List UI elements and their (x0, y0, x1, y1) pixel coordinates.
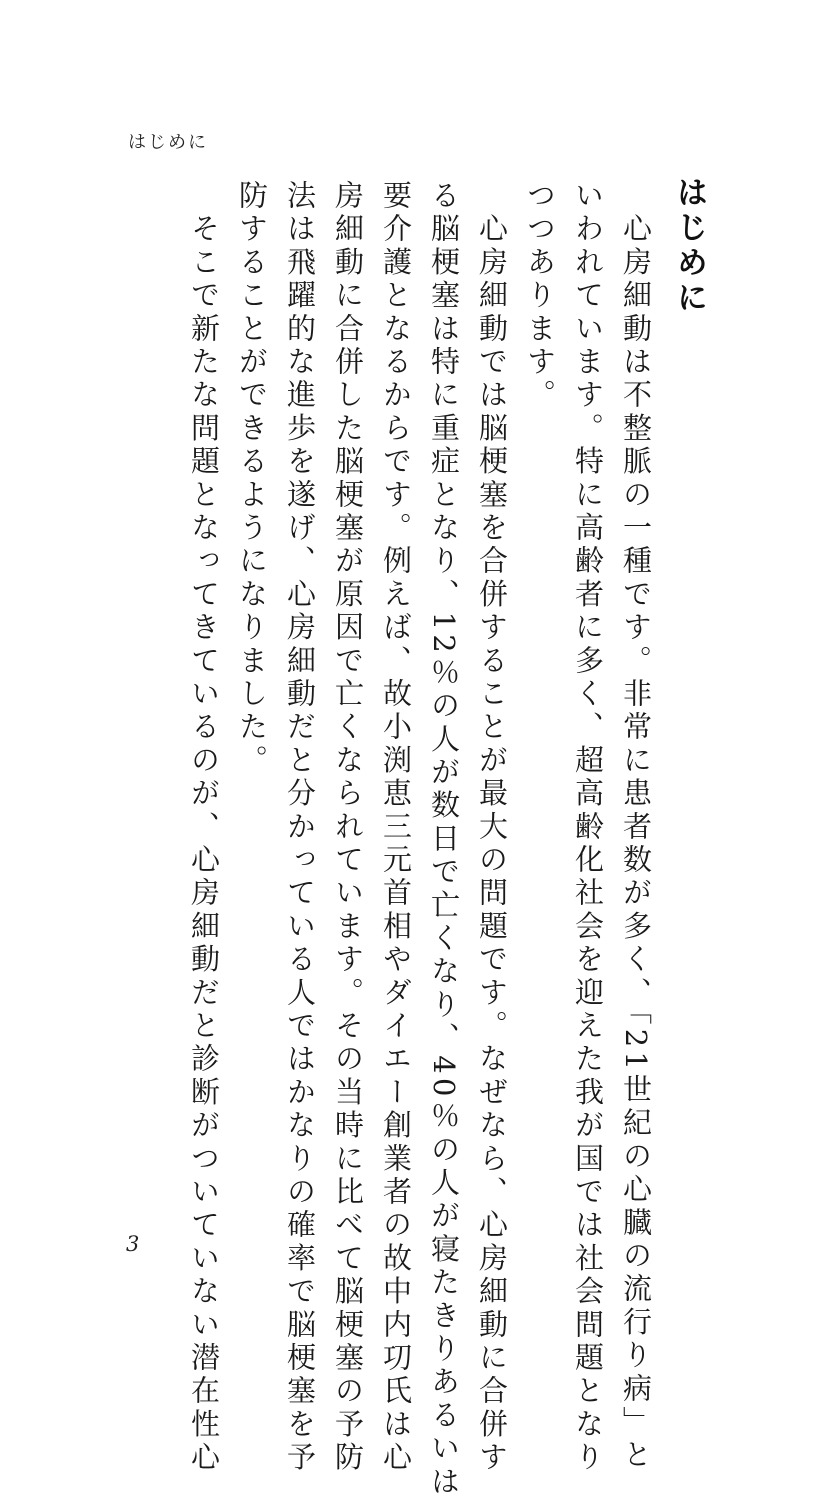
text-column-4: 心房細動では脳梗塞を合併することが最大の問題です。なぜなら、心房細動に合併す (475, 180, 509, 1475)
page-number: 3 (126, 1232, 140, 1256)
text-column-3: つつあります。 (523, 180, 557, 413)
text-column-7: 房細動に合併した脳梗塞が原因で亡くなられています。その当時に比べて脳梗塞の予防 (331, 180, 365, 1475)
text-column-10: そこで新たな問題となってきているのが、心房細動だと診断がついていない潜在性心 (187, 180, 221, 1475)
running-head: はじめに (128, 132, 208, 153)
text-column-2: いわれています。特に高齢者に多く、超高齢化社会を迎えた我が国では社会問題となり (571, 180, 605, 1475)
text-column-6: 要介護となるからです。例えば、故小渕恵三元首相やダイエー創業者の故中内㓛氏は心 (379, 180, 413, 1475)
text-column-9: 防することができるようになりました。 (235, 180, 269, 778)
text-column-8: 法は飛躍的な進歩を遂げ、心房細動だと分かっている人ではかなりの確率で脳梗塞を予 (283, 180, 317, 1475)
text-column-5: る脳梗塞は特に重症となり、12％の人が数日で亡くなり、40％の人が寝たきりあるいは (427, 180, 461, 1499)
chapter-title: はじめに (671, 176, 707, 316)
text-column-1: 心房細動は不整脈の一種です。非常に患者数が多く、「21世紀の心臓の流行り病」と (619, 180, 653, 1473)
body-text (180, 180, 660, 1499)
